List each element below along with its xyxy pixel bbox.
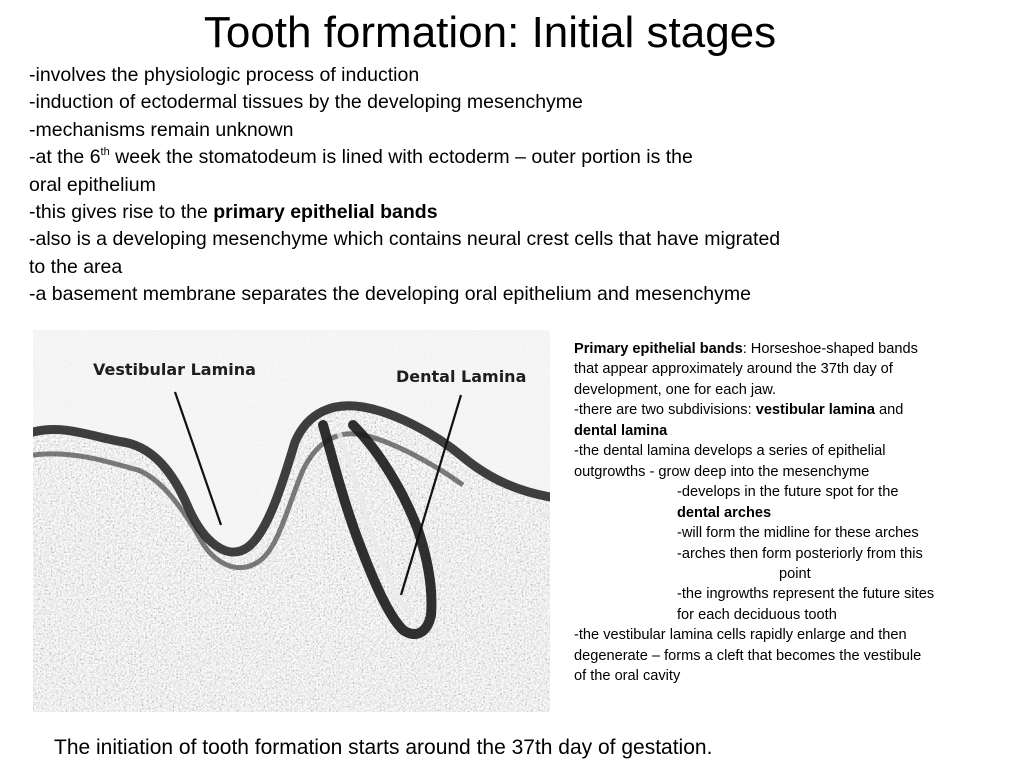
note-text: and <box>874 402 904 419</box>
bullet-line <box>29 144 929 171</box>
bullet-line: -involves the physiologic process of induction <box>29 64 420 86</box>
bold-term: vestibular lamina <box>755 402 875 419</box>
bold-term: dental lamina <box>574 422 668 439</box>
bullet-line: -mechanisms remain unknown <box>29 118 294 141</box>
note-line: of the oral cavity <box>574 668 681 685</box>
note-line <box>574 400 989 420</box>
note-line: -arches then form posteriorly from this <box>677 545 923 562</box>
vestibular-lamina-label: Vestibular Lamina <box>93 360 256 379</box>
slide-title: Tooth formation: Initial stages <box>203 8 777 57</box>
bullet-line <box>29 199 929 226</box>
bullet-line: oral epithelium <box>29 173 156 196</box>
note-line: -develops in the future spot for the <box>677 484 899 501</box>
note-line: that appear approximately around the 37th day of <box>574 361 893 378</box>
note-text: -there are two subdivisions: <box>574 402 756 419</box>
note-line: degenerate – forms a cleft that becomes the vestibule <box>574 647 922 664</box>
bullet-text: -this gives rise to the <box>29 201 214 224</box>
bullet-list <box>29 62 929 309</box>
note-line: point <box>779 565 811 582</box>
bold-term: Primary epithelial bands <box>574 341 743 357</box>
bullet-line: to the area <box>29 255 123 278</box>
note-line: -will form the midline for these arches <box>677 525 919 542</box>
note-line <box>574 339 989 359</box>
note-line <box>574 421 989 441</box>
bullet-text: week the stomatodeum is lined with ectoderm – outer portion is the <box>109 146 693 169</box>
histology-micrograph <box>33 330 550 712</box>
micrograph-drawing <box>33 330 550 712</box>
note-line: outgrowths - grow deep into the mesenchyme <box>574 463 870 480</box>
bullet-line: -induction of ectodermal tissues by the developing mesenchyme <box>29 91 583 114</box>
note-line: for each deciduous tooth <box>677 606 837 623</box>
slide-caption: The initiation of tooth formation starts around the 37th day of gestation. <box>54 736 713 759</box>
note-line <box>574 503 989 523</box>
note-line: -the vestibular lamina cells rapidly enlarge and then <box>574 627 907 644</box>
bullet-line: -also is a developing mesenchyme which contains neural crest cells that have migrated <box>29 228 781 251</box>
bold-term: primary epithelial bands <box>213 201 438 224</box>
notes-panel <box>574 339 989 687</box>
bullet-line: -a basement membrane separates the developing oral epithelium and mesenchyme <box>29 283 751 306</box>
note-text: : Horseshoe-shaped bands <box>742 341 918 357</box>
dental-lamina-label: Dental Lamina <box>396 367 527 386</box>
superscript-text: th <box>100 145 110 158</box>
bold-term: dental arches <box>677 504 772 521</box>
bullet-text: -at the 6 <box>29 146 101 169</box>
note-line: -the ingrowths represent the future sites <box>677 586 935 603</box>
note-line: -the dental lamina develops a series of epithelial <box>574 443 886 460</box>
note-line: development, one for each jaw. <box>574 381 777 398</box>
